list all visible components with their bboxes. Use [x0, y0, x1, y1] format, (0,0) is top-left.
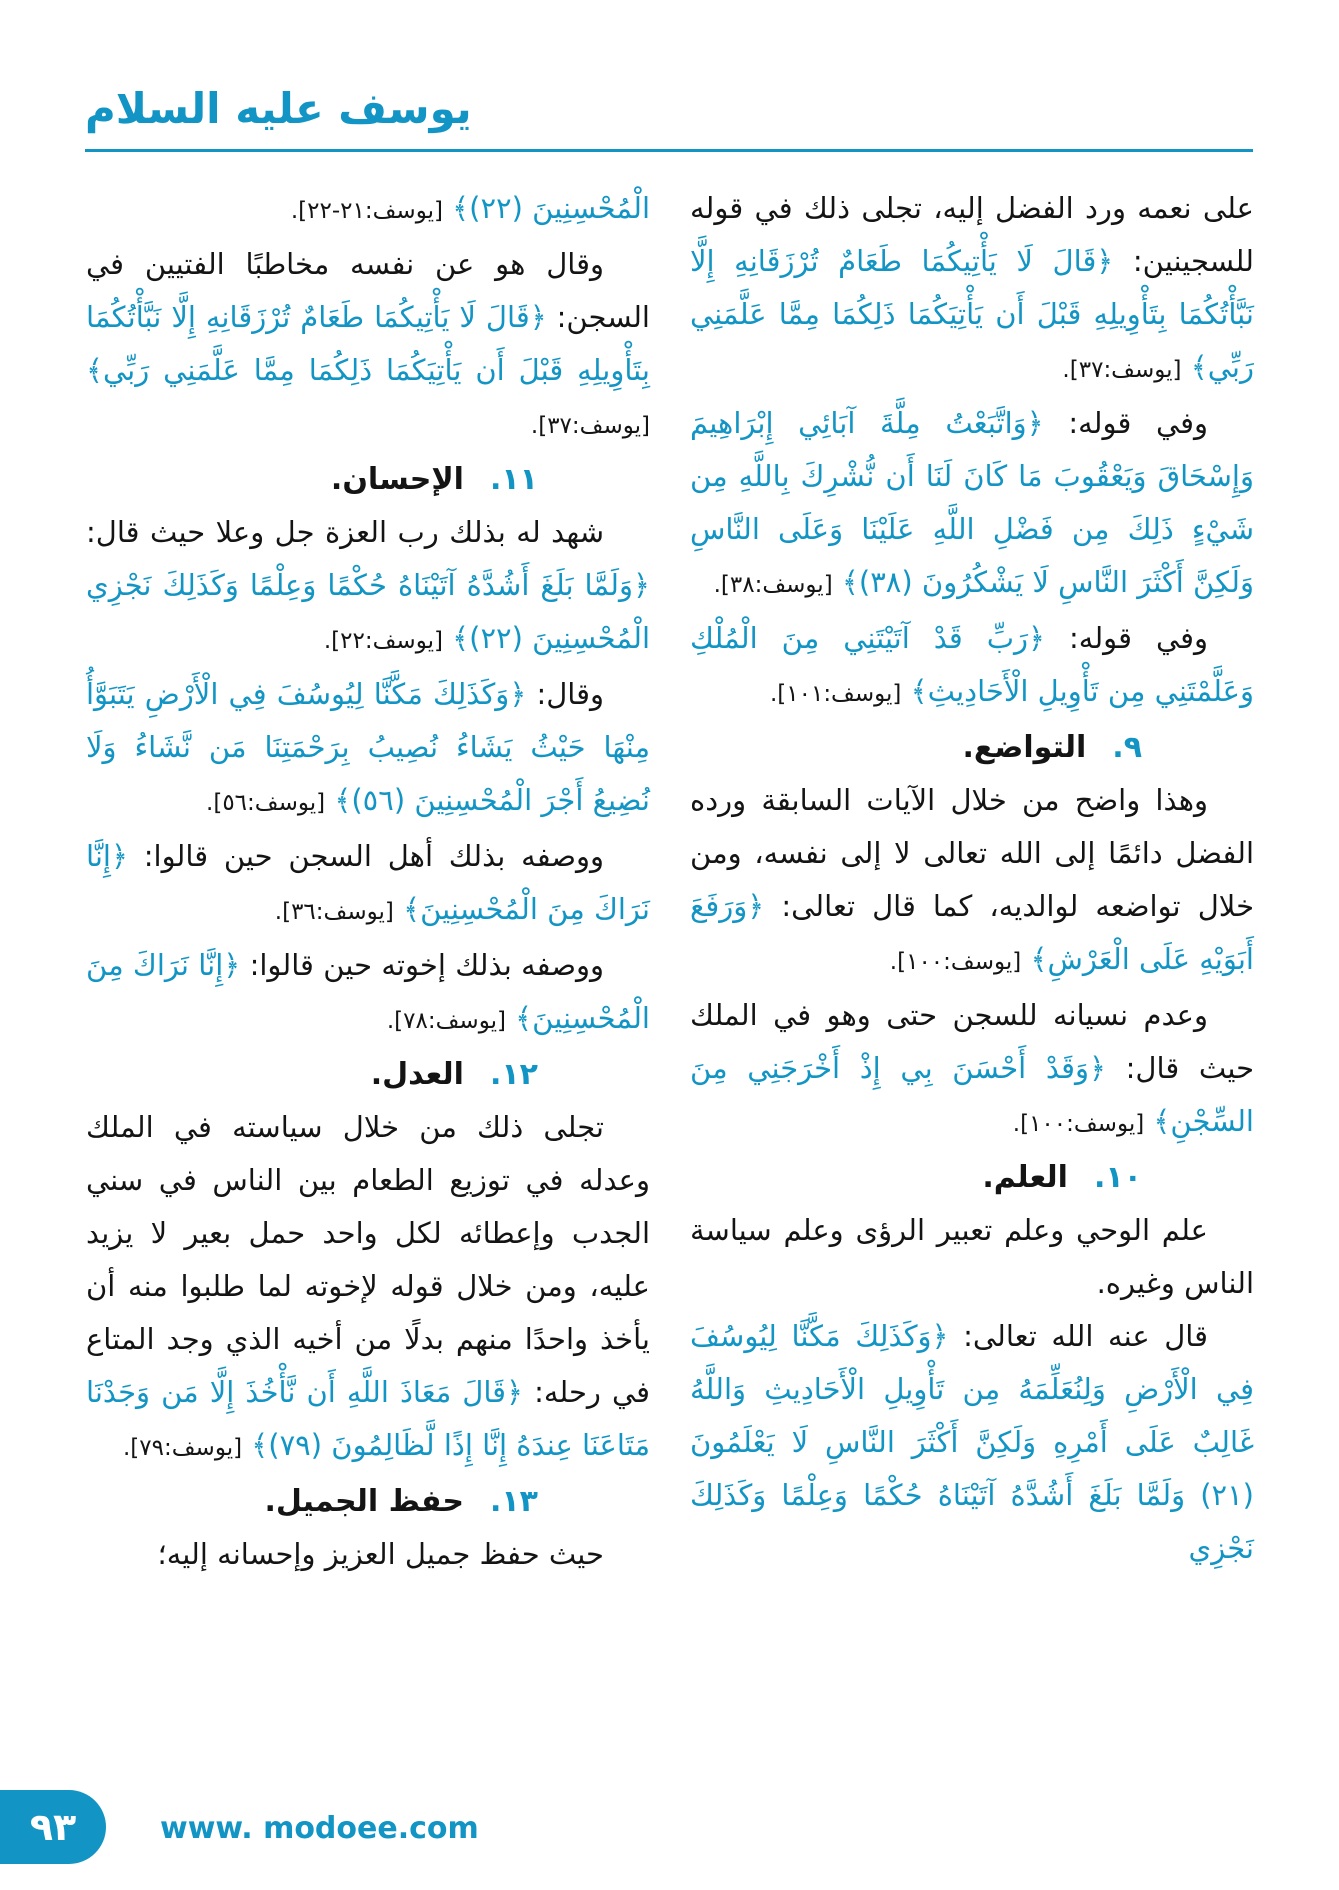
- verse-reference: [يوسف:١٠١].: [769, 681, 902, 707]
- heading-text: الإحسان.: [330, 462, 464, 497]
- verse-reference: [يوسف:١٠٠].: [889, 949, 1022, 975]
- paragraph: [86, 939, 650, 1048]
- heading-text: حفظ الجميل.: [264, 1484, 464, 1519]
- quran-verse: ﴿قَالَ مَعَاذَ اللَّهِ أَن نَّأْخُذَ إِلَّا مَن وَجَدْنَا مَتَاعَنَا عِندَهُ إِنَّا إِذًا لَّظَالِمُونَ (٧٩)﴾: [86, 1375, 650, 1462]
- paragraph: [86, 238, 650, 453]
- column-left: [86, 182, 650, 1581]
- body-text: وهذا واضح من خلال الآيات السابقة ورده الفضل دائمًا إلى الله تعالى لا إلى نفسه، ومن خلال تواضعه لوالديه، كما قال تعالى:: [690, 783, 1254, 923]
- paragraph: [690, 612, 1254, 721]
- quran-verse: ﴿قَالَ لَا يَأْتِيكُمَا طَعَامٌ تُرْزَقَانِهِ إِلَّا نَبَّأْتُكُمَا بِتَأْوِيلِهِ قَبْلَ أَن يَأْتِيَكُمَا ذَلِكُمَا مِمَّا عَلَّمَنِي رَبِّي﴾: [86, 300, 650, 387]
- paragraph: [86, 506, 650, 668]
- page-content: [86, 182, 1254, 1581]
- body-text: وفي قوله:: [1045, 621, 1208, 655]
- heading-number: ١٢.: [489, 1057, 538, 1092]
- paragraph: [86, 830, 650, 939]
- verse-reference: [يوسف:٢١-٢٢].: [290, 198, 443, 224]
- verse-reference: [يوسف:٣٧].: [530, 413, 650, 439]
- body-text: قال عنه الله تعالى:: [948, 1319, 1208, 1353]
- page-number: ٩٣: [29, 1805, 77, 1849]
- verse-reference: [يوسف:٥٦].: [206, 790, 326, 816]
- column-right: [690, 182, 1254, 1581]
- verse-reference: [يوسف:١٠٠].: [1012, 1111, 1145, 1137]
- section-heading: [86, 1475, 650, 1528]
- website-text: www. modoee.com: [160, 1811, 479, 1846]
- heading-number: ١١.: [489, 462, 538, 497]
- page-header-title: يوسف عليه السلام: [85, 84, 472, 133]
- quran-verse: ﴿وَقَدْ أَحْسَنَ بِي إِذْ أَخْرَجَنِي مِنَ السِّجْنِ﴾: [690, 1051, 1254, 1138]
- verse-reference: [يوسف:٣٨].: [713, 572, 833, 598]
- section-heading: [690, 1151, 1254, 1204]
- quran-verse: ﴿وَكَذَلِكَ مَكَّنَّا لِيُوسُفَ فِي الْأَرْضِ يَتَبَوَّأُ مِنْهَا حَيْثُ يَشَاءُ نُصِيبُ بِرَحْمَتِنَا مَن نَّشَاءُ وَلَا نُضِيعُ أَجْرَ الْمُحْسِنِينَ (٥٦)﴾: [86, 677, 650, 817]
- paragraph: [690, 397, 1254, 612]
- quran-verse: ﴿رَبِّ قَدْ آتَيْتَنِي مِنَ الْمُلْكِ وَعَلَّمْتَنِي مِن تَأْوِيلِ الْأَحَادِيثِ﴾: [690, 621, 1254, 708]
- paragraph: [690, 989, 1254, 1151]
- body-text: علم الوحي وعلم تعبير الرؤى وعلم سياسة الناس وغيره.: [690, 1213, 1254, 1300]
- body-text: وقال:: [526, 677, 604, 711]
- verse-reference: [يوسف:٣٧].: [1062, 357, 1182, 383]
- body-text: وقال هو عن نفسه مخاطبًا الفتيين في السجن:: [86, 247, 650, 334]
- paragraph: [86, 1101, 650, 1475]
- quran-verse: ﴿قَالَ لَا يَأْتِيكُمَا طَعَامٌ تُرْزَقَانِهِ إِلَّا نَبَّأْتُكُمَا بِتَأْوِيلِهِ قَبْلَ أَن يَأْتِيَكُمَا ذَلِكُمَا مِمَّا عَلَّمَنِي رَبِّي﴾: [690, 244, 1254, 384]
- section-heading: [690, 721, 1254, 774]
- body-text: تجلى ذلك من خلال سياسته في الملك وعدله في توزيع الطعام بين الناس في سني الجدب وإعطائه لكل واحد حمل بعير لا يزيد عليه، ومن خلال قوله لإخوته لما طلبوا منه أن يأخذ واحدًا منهم بدلًا من أخيه الذي وجد المتاع في رحله:: [86, 1110, 650, 1409]
- paragraph: [690, 774, 1254, 989]
- quran-verse: ﴿إِنَّا نَرَاكَ مِنَ الْمُحْسِنِينَ﴾: [86, 839, 650, 926]
- verse-reference: [يوسف:٢٢].: [323, 628, 443, 654]
- quran-verse: ﴿وَلَمَّا بَلَغَ أَشُدَّهُ آتَيْنَاهُ حُكْمًا وَعِلْمًا وَكَذَلِكَ نَجْزِي الْمُحْسِنِينَ (٢٢)﴾: [86, 568, 650, 655]
- paragraph: [86, 668, 650, 830]
- heading-number: ١٣.: [489, 1484, 538, 1519]
- verse-reference: [يوسف:٧٨].: [386, 1008, 506, 1034]
- heading-text: العلم.: [982, 1160, 1068, 1195]
- body-text: ووصفه بذلك إخوته حين قالوا:: [240, 948, 604, 982]
- quran-verse: ﴿وَاتَّبَعْتُ مِلَّةَ آبَائِي إِبْرَاهِيمَ وَإِسْحَاقَ وَيَعْقُوبَ مَا كَانَ لَنَا أَن نُّشْرِكَ بِاللَّهِ مِن شَيْءٍ ذَلِكَ مِن فَضْلِ اللَّهِ عَلَيْنَا وَعَلَى النَّاسِ وَلَكِنَّ أَكْثَرَ النَّاسِ لَا يَشْكُرُونَ (٣٨)﴾: [690, 406, 1254, 599]
- heading-text: التواضع.: [962, 730, 1087, 765]
- header-divider: [85, 149, 1253, 152]
- paragraph: [86, 1528, 650, 1581]
- quran-verse: الْمُحْسِنِينَ (٢٢)﴾: [442, 191, 650, 225]
- body-text: ووصفه بذلك أهل السجن حين قالوا:: [127, 839, 604, 873]
- body-text: حيث حفظ جميل العزيز وإحسانه إليه؛: [157, 1537, 604, 1571]
- body-text: على نعمه ورد الفضل إليه، تجلى ذلك في قوله للسجينين:: [690, 191, 1254, 278]
- heading-number: ١٠.: [1093, 1160, 1142, 1195]
- heading-number: ٩.: [1112, 730, 1142, 765]
- quran-verse: ﴿إِنَّا نَرَاكَ مِنَ الْمُحْسِنِينَ﴾: [86, 948, 650, 1035]
- section-heading: [86, 1048, 650, 1101]
- paragraph: [86, 182, 650, 238]
- quran-verse: ﴿وَكَذَلِكَ مَكَّنَّا لِيُوسُفَ فِي الْأَرْضِ وَلِنُعَلِّمَهُ مِن تَأْوِيلِ الْأَحَادِيثِ وَاللَّهُ غَالِبٌ عَلَى أَمْرِهِ وَلَكِنَّ أَكْثَرَ النَّاسِ لَا يَعْلَمُونَ (٢١) وَلَمَّا بَلَغَ أَشُدَّهُ آتَيْنَاهُ حُكْمًا وَعِلْمًا وَكَذَلِكَ نَجْزِي: [690, 1319, 1254, 1565]
- verse-reference: [يوسف:٧٩].: [122, 1435, 243, 1461]
- paragraph: [690, 182, 1254, 397]
- body-text: وفي قوله:: [1043, 406, 1208, 440]
- quran-verse: ﴿وَرَفَعَ أَبَوَيْهِ عَلَى الْعَرْشِ﴾: [690, 889, 1254, 976]
- paragraph: [690, 1204, 1254, 1310]
- body-text: وعدم نسيانه للسجن حتى وهو في الملك حيث قال:: [690, 998, 1254, 1085]
- paragraph: [690, 1310, 1254, 1575]
- section-heading: [86, 453, 650, 506]
- body-text: شهد له بذلك رب العزة جل وعلا حيث قال:: [86, 515, 604, 549]
- verse-reference: [يوسف:٣٦].: [274, 899, 394, 925]
- page-number-tab: [0, 1790, 106, 1864]
- heading-text: العدل.: [370, 1057, 464, 1092]
